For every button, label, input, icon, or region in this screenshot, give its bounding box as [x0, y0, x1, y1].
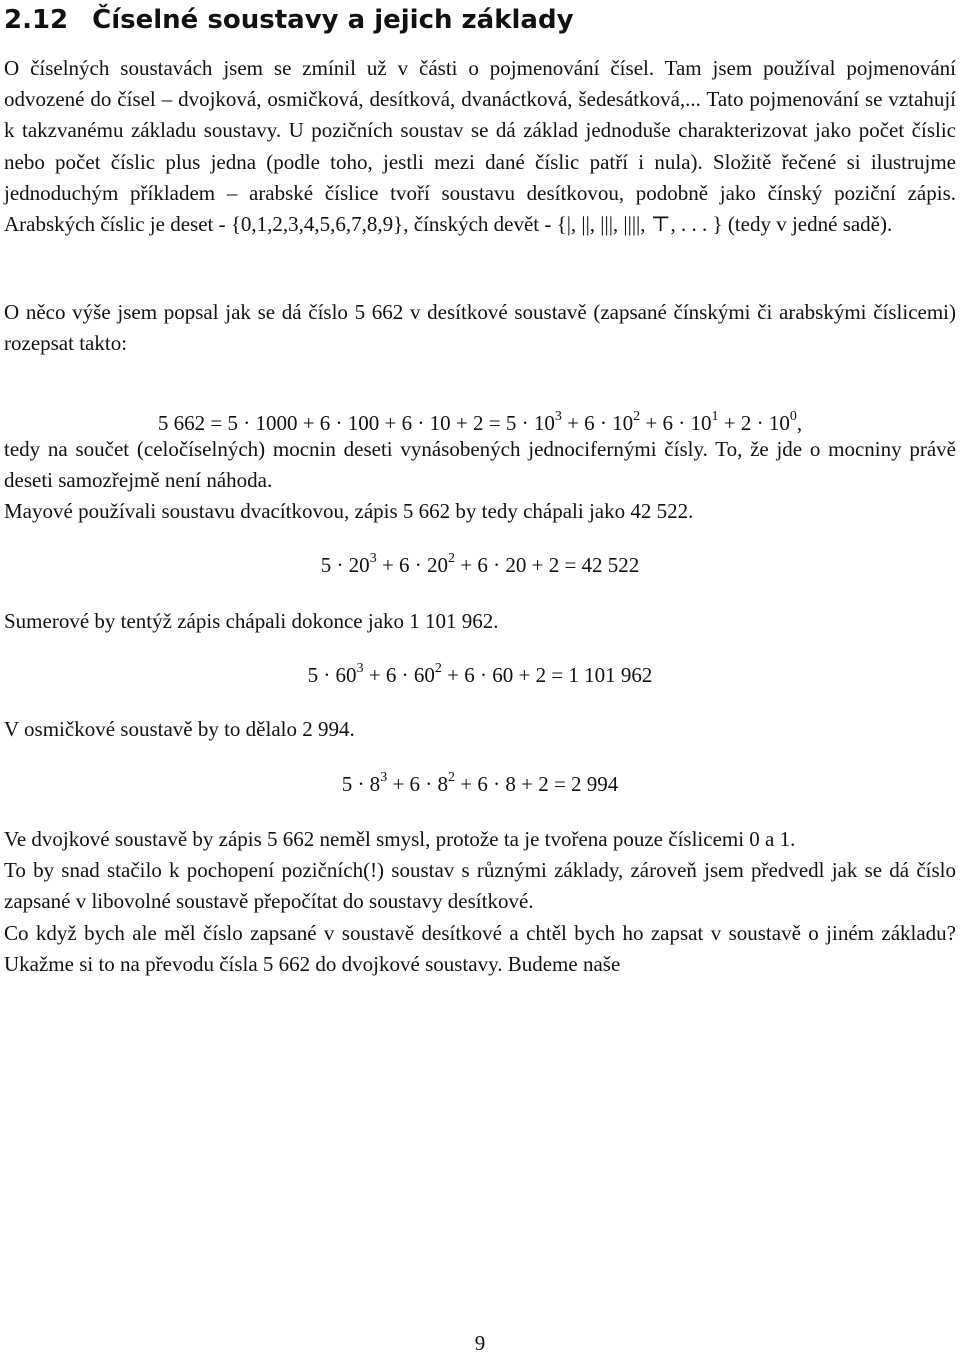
paragraph-sumer: Sumerové by tentýž zápis chápali dokonce jako 1 101 962. [4, 609, 499, 633]
eq2-part-a: 5 · 20 [320, 553, 370, 577]
eq1-exponent-4: 0 [789, 409, 797, 424]
eq3-part-b: + 6 · 60 [363, 663, 435, 687]
eq1-exponent-3: 1 [711, 409, 719, 424]
eq1-part-d: + 2 · 10 [718, 411, 790, 435]
paragraph-powers-of-ten: tedy na součet (celočíselných) mocnin deseti vynásobených jednocifernými čísly. To, že jde o mocniny právě deseti samozřejmě není náhoda. [4, 437, 956, 493]
eq2-part-b: + 6 · 20 [376, 553, 449, 577]
paragraph-intro: O číselných soustavách jsem se zmínil už v části o pojmenování čísel. Tam jsem používal pojmenování odvozené do čísel – dvojková, osmičková, desítková, dvanáctková, šedesátková,... Tato pojmenování se vztahují k takzvanému základu soustavy. U pozičních soustav se dá základ jednoduše charakterizovat jako počet číslic nebo počet číslic plus jedna (podle toho, jestli mezi dané číslic patří i nula). Složitě řečené si ilustrujme jednoduchým příkladem – arabské číslice tvoří soustavu desítkovou, podobně jako čínský poziční zápis. Arabských číslic je deset - {0,1,2,3,4,5,6,7,8,9}, čínských devět - {|, ||, |||, ||||, ⊤, . . . } (tedy v jedné sadě). [4, 56, 956, 237]
eq2-part-c: + 6 · 20 + 2 = 42 522 [455, 553, 640, 577]
paragraph-maya: Mayové používali soustavu dvacítkovou, zápis 5 662 by tedy chápali jako 42 522. [4, 499, 694, 523]
paragraph-binary-conclusion: Ve dvojkové soustavě by zápis 5 662 neměl smysl, protože ta je tvořena pouze číslicemi 0 a 1. To by snad stačilo k pochopení pozičních(!) soustav s různými základy, zároveň jsem předvedl jak se dá číslo zapsané v libovolné soustavě přepočítat do soustavy desítkové. Co když bych ale měl číslo zapsané v soustavě desítkové a chtěl bych ho zapsat v soustavě o jiném základu? Ukažme si to na převodu čísla 5 662 do dvojkové soustavy. Budeme naše [4, 827, 956, 976]
eq3-exponent-1: 3 [356, 661, 364, 676]
eq3-exponent-2: 2 [434, 661, 442, 676]
eq1-exponent-2: 2 [633, 409, 641, 424]
equation-base-20 [0, 550, 960, 580]
section-heading [4, 2, 574, 38]
eq1-part-c: + 6 · 10 [640, 411, 712, 435]
eq1-part-f: , [796, 411, 803, 435]
section-title: Číselné soustavy a jejich základy [92, 5, 574, 35]
eq4-part-c: + 6 · 8 + 2 = 2 994 [455, 772, 619, 796]
eq2-exponent-1: 3 [369, 551, 377, 566]
eq4-part-a: 5 · 8 [341, 772, 381, 796]
eq3-part-c: + 6 · 60 + 2 = 1 101 962 [441, 663, 653, 687]
equation-base-60 [0, 660, 960, 690]
eq4-exponent-2: 2 [448, 770, 456, 785]
eq1-exponent-1: 3 [554, 409, 562, 424]
paragraph-octal: V osmičkové soustavě by to dělalo 2 994. [4, 717, 355, 741]
section-number: 2.12 [4, 5, 69, 35]
eq1-part-b: + 6 · 10 [561, 411, 634, 435]
eq3-part-a: 5 · 60 [307, 663, 357, 687]
eq4-exponent-1: 3 [380, 770, 388, 785]
equation-base-8 [0, 769, 960, 799]
eq2-exponent-2: 2 [448, 551, 456, 566]
eq4-part-b: + 6 · 8 [387, 772, 449, 796]
paragraph-decomposition-intro: O něco výše jsem popsal jak se dá číslo 5 662 v desítkové soustavě (zapsané čínskými či arabskými číslicemi) rozepsat takto: [4, 300, 956, 356]
page-number: 9 [474, 1331, 486, 1355]
eq1-part-a: 5 662 = 5 · 1000 + 6 · 100 + 6 · 10 + 2 = 5 · 10 [157, 411, 555, 435]
